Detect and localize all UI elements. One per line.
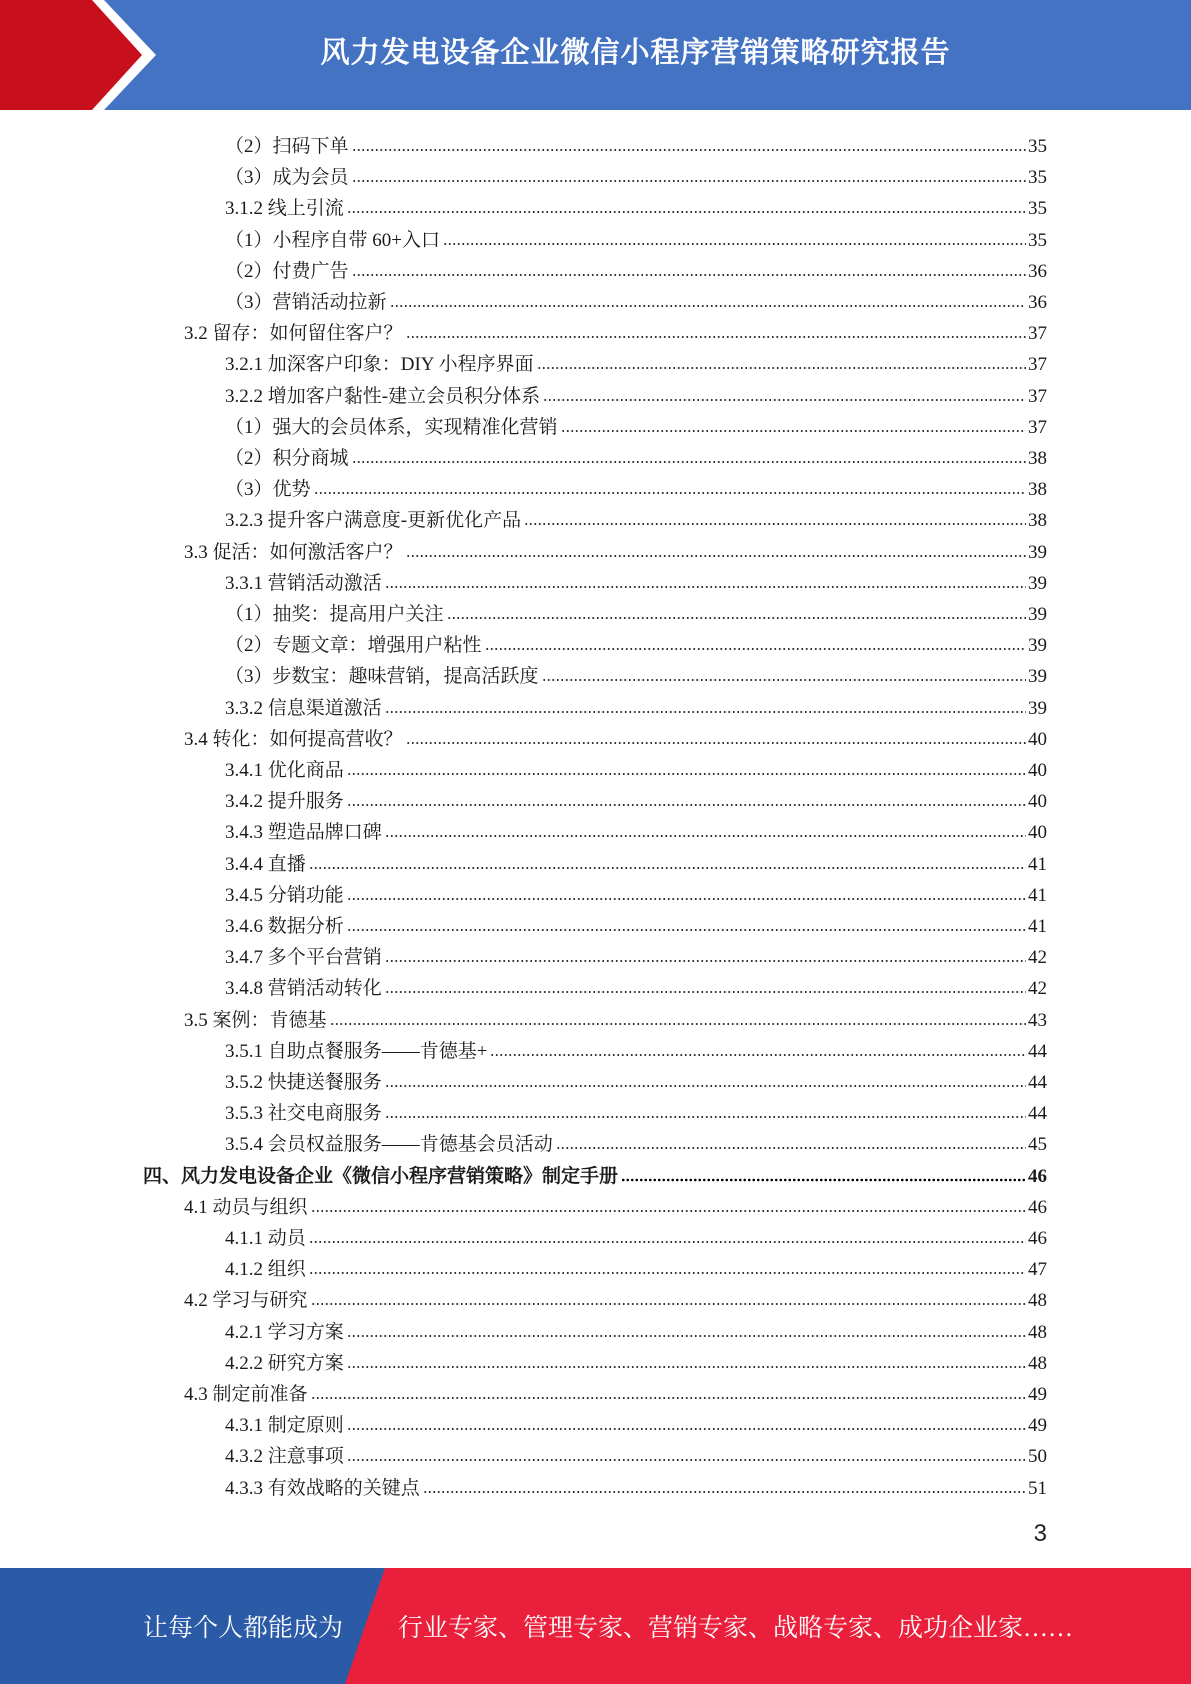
- toc-dot-leader: [347, 1333, 1026, 1339]
- toc-entry-page: 47: [1028, 1259, 1047, 1280]
- toc-entry-page: 48: [1028, 1322, 1047, 1343]
- toc-entry[interactable]: [225, 1125, 1047, 1156]
- toc-entry-page: 42: [1028, 947, 1047, 968]
- toc-entry-title: 3.5.4 会员权益服务——肯德基会员活动: [225, 1134, 553, 1155]
- toc-entry-page: 38: [1028, 479, 1047, 500]
- toc-entry-title: （2）扫码下单: [225, 136, 349, 157]
- toc-entry-title: 3.2.2 增加客户黏性-建立会员积分体系: [225, 386, 541, 407]
- toc-entry[interactable]: [225, 595, 1047, 626]
- toc-entry[interactable]: [225, 127, 1047, 158]
- toc-entry[interactable]: [184, 1188, 1047, 1219]
- toc-entry-title: 3.4 转化：如何提高营收？: [184, 729, 403, 750]
- toc-entry[interactable]: [225, 439, 1047, 470]
- toc-entry-title: 3.5.1 自助点餐服务——肯德基+: [225, 1041, 488, 1062]
- toc-entry[interactable]: [225, 657, 1047, 688]
- toc-entry[interactable]: [225, 626, 1047, 657]
- footer-slogan-left: 让每个人都能成为: [143, 1615, 344, 1642]
- toc-dot-leader: [485, 646, 1026, 652]
- toc-entry[interactable]: [225, 501, 1047, 532]
- toc-entry-title: 3.5.2 快捷送餐服务: [225, 1072, 382, 1093]
- toc-entry[interactable]: [184, 1281, 1047, 1312]
- toc-entry-page: 35: [1028, 136, 1047, 157]
- toc-entry[interactable]: [184, 1375, 1047, 1406]
- toc-entry-page: 41: [1028, 885, 1047, 906]
- toc-entry[interactable]: [225, 189, 1047, 220]
- toc-entry-title: 4.2.2 研究方案: [225, 1353, 344, 1374]
- toc-dot-leader: [385, 1083, 1026, 1089]
- toc-entry-title: 3.4.4 直播: [225, 854, 306, 875]
- toc-entry-page: 39: [1028, 666, 1047, 687]
- toc-entry-title: 4.1 动员与组织: [184, 1197, 308, 1218]
- toc-entry-page: 37: [1028, 354, 1047, 375]
- toc-entry-title: 4.3.1 制定原则: [225, 1415, 344, 1436]
- toc-entry-title: 3.4.3 塑造品牌口碑: [225, 822, 382, 843]
- toc-entry-title: （2）专题文章：增强用户粘性: [225, 635, 482, 656]
- document-title: 风力发电设备企业微信小程序营销策略研究报告: [320, 34, 951, 69]
- toc-entry[interactable]: [225, 845, 1047, 876]
- toc-dot-leader: [390, 303, 1026, 309]
- toc-entry[interactable]: [184, 720, 1047, 751]
- toc-entry-title: 3.4.2 提升服务: [225, 791, 344, 812]
- toc-dot-leader: [447, 615, 1026, 621]
- toc-entry[interactable]: [225, 1344, 1047, 1375]
- toc-entry[interactable]: [225, 470, 1047, 501]
- toc-entry[interactable]: [225, 1063, 1047, 1094]
- toc-entry-title: 3.5.3 社交电商服务: [225, 1103, 382, 1124]
- toc-entry[interactable]: [225, 1032, 1047, 1063]
- toc-dot-leader: [542, 677, 1026, 683]
- toc-entry[interactable]: [225, 876, 1047, 907]
- toc-entry-page: 46: [1028, 1166, 1047, 1187]
- toc-entry-page: 37: [1028, 417, 1047, 438]
- toc-entry[interactable]: [225, 969, 1047, 1000]
- toc-entry[interactable]: [225, 283, 1047, 314]
- toc-dot-leader: [311, 1208, 1026, 1214]
- toc-entry-title: 4.2 学习与研究: [184, 1290, 308, 1311]
- toc-entry-title: 3.4.8 营销活动转化: [225, 978, 382, 999]
- toc-entry[interactable]: [225, 907, 1047, 938]
- toc-entry-page: 40: [1028, 791, 1047, 812]
- toc-entry[interactable]: [225, 813, 1047, 844]
- toc-entry-title: 3.4.1 优化商品: [225, 760, 344, 781]
- toc-entry-page: 42: [1028, 978, 1047, 999]
- toc-entry[interactable]: [225, 751, 1047, 782]
- toc-entry-page: 45: [1028, 1134, 1047, 1155]
- toc-entry-page: 44: [1028, 1041, 1047, 1062]
- toc-entry-title: 3.4.5 分销功能: [225, 885, 344, 906]
- toc-dot-leader: [556, 1145, 1026, 1151]
- toc-entry[interactable]: [184, 533, 1047, 564]
- toc-entry-title: 4.3 制定前准备: [184, 1384, 308, 1405]
- toc-entry-page: 38: [1028, 448, 1047, 469]
- toc-entry-page: 49: [1028, 1384, 1047, 1405]
- toc-entry[interactable]: [225, 408, 1047, 439]
- toc-entry[interactable]: [184, 314, 1047, 345]
- toc-dot-leader: [385, 709, 1026, 715]
- toc-entry-title: 4.1.1 动员: [225, 1228, 306, 1249]
- toc-entry-page: 40: [1028, 760, 1047, 781]
- toc-entry-page: 35: [1028, 198, 1047, 219]
- toc-dot-leader: [385, 584, 1026, 590]
- toc-entry-title: 4.3.3 有效战略的关键点: [225, 1478, 420, 1499]
- toc-entry[interactable]: [225, 377, 1047, 408]
- toc-entry-title: （1）抽奖：提高用户关注: [225, 604, 444, 625]
- toc-dot-leader: [352, 272, 1026, 278]
- toc-entry-page: 44: [1028, 1103, 1047, 1124]
- toc-dot-leader: [406, 740, 1026, 746]
- toc-dot-leader: [314, 490, 1026, 496]
- toc-entry-title: （2）积分商城: [225, 448, 349, 469]
- toc-dot-leader: [347, 1457, 1026, 1463]
- toc-dot-leader: [385, 1114, 1026, 1120]
- toc-dot-leader: [385, 958, 1026, 964]
- toc-entry-title: 3.3 促活：如何激活客户？: [184, 542, 403, 563]
- toc-entry[interactable]: [225, 1313, 1047, 1344]
- toc-dot-leader: [330, 1021, 1026, 1027]
- toc-entry-page: 35: [1028, 167, 1047, 188]
- toc-entry-page: 46: [1028, 1228, 1047, 1249]
- toc-entry-page: 38: [1028, 510, 1047, 531]
- toc-entry-page: 36: [1028, 261, 1047, 282]
- toc-entry-page: 41: [1028, 916, 1047, 937]
- toc-dot-leader: [347, 802, 1026, 808]
- toc-entry-title: 3.3.1 营销活动激活: [225, 573, 382, 594]
- toc-dot-leader: [406, 553, 1026, 559]
- toc-entry[interactable]: [225, 1469, 1047, 1500]
- toc-dot-leader: [561, 428, 1026, 434]
- toc-dot-leader: [423, 1489, 1026, 1495]
- toc-entry-title: 4.3.2 注意事项: [225, 1446, 344, 1467]
- toc-entry[interactable]: [225, 1094, 1047, 1125]
- header-red-arrow-decoration: [0, 0, 150, 110]
- toc-entry[interactable]: [225, 1437, 1047, 1468]
- toc-entry[interactable]: [225, 158, 1047, 189]
- toc-entry[interactable]: [225, 938, 1047, 969]
- toc-dot-leader: [352, 178, 1026, 184]
- toc-dot-leader: [309, 1270, 1026, 1276]
- toc-dot-leader: [347, 1426, 1026, 1432]
- toc-dot-leader: [347, 1364, 1026, 1370]
- toc-entry[interactable]: [143, 1157, 1047, 1188]
- toc-entry-page: 39: [1028, 604, 1047, 625]
- toc-dot-leader: [311, 1395, 1026, 1401]
- toc-entry-title: 3.2.3 提升客户满意度-更新优化产品: [225, 510, 522, 531]
- toc-entry-page: 39: [1028, 542, 1047, 563]
- toc-entry-page: 39: [1028, 635, 1047, 656]
- toc-dot-leader: [347, 927, 1026, 933]
- toc-dot-leader: [621, 1177, 1026, 1183]
- toc-entry-page: 46: [1028, 1197, 1047, 1218]
- toc-entry-page: 48: [1028, 1353, 1047, 1374]
- toc-dot-leader: [311, 1301, 1026, 1307]
- toc-entry-page: 39: [1028, 698, 1047, 719]
- toc-entry-title: （3）优势: [225, 479, 311, 500]
- toc-entry[interactable]: [225, 1406, 1047, 1437]
- toc-entry-title: （3）步数宝：趣味营销，提高活跃度: [225, 666, 539, 687]
- toc-entry-title: 3.2 留存：如何留住客户？: [184, 323, 403, 344]
- toc-dot-leader: [443, 241, 1026, 247]
- toc-entry-title: 3.1.2 线上引流: [225, 198, 344, 219]
- toc-entry-page: 35: [1028, 230, 1047, 251]
- toc-dot-leader: [490, 1052, 1026, 1058]
- footer-slogan-right: 行业专家、管理专家、营销专家、战略专家、成功企业家……: [398, 1615, 1074, 1642]
- toc-entry[interactable]: [225, 689, 1047, 720]
- toc-entry-title: （1）强大的会员体系，实现精准化营销: [225, 417, 558, 438]
- toc-entry-page: 51: [1028, 1478, 1047, 1499]
- toc-entry-page: 44: [1028, 1072, 1047, 1093]
- toc-entry[interactable]: [225, 564, 1047, 595]
- toc-dot-leader: [347, 209, 1026, 215]
- toc-entry-title: （2）付费广告: [225, 261, 349, 282]
- toc-dot-leader: [385, 989, 1026, 995]
- toc-entry[interactable]: [184, 1001, 1047, 1032]
- toc-entry[interactable]: [225, 345, 1047, 376]
- page-number: 3: [1033, 1520, 1047, 1547]
- toc-entry-page: 40: [1028, 729, 1047, 750]
- toc-entry-page: 37: [1028, 323, 1047, 344]
- toc-entry[interactable]: [225, 252, 1047, 283]
- toc-entry-title: （1）小程序自带 60+入口: [225, 230, 440, 251]
- toc-entry-title: 3.2.1 加深客户印象：DIY 小程序界面: [225, 354, 534, 375]
- toc-entry-title: 3.3.2 信息渠道激活: [225, 698, 382, 719]
- toc-entry[interactable]: [225, 221, 1047, 252]
- page-footer: [0, 1568, 1191, 1684]
- toc-entry-title: 四、风力发电设备企业《微信小程序营销策略》制定手册: [143, 1166, 619, 1187]
- toc-entry[interactable]: [225, 1250, 1047, 1281]
- toc-entry-page: 49: [1028, 1415, 1047, 1436]
- toc-entry-title: 4.1.2 组织: [225, 1259, 306, 1280]
- page-header: [0, 0, 1191, 110]
- toc-dot-leader: [406, 334, 1026, 340]
- toc-dot-leader: [347, 771, 1026, 777]
- toc-dot-leader: [309, 1239, 1026, 1245]
- toc-dot-leader: [537, 365, 1026, 371]
- toc-dot-leader: [524, 521, 1026, 527]
- toc-entry-page: 48: [1028, 1290, 1047, 1311]
- toc-entry-title: （3）营销活动拉新: [225, 292, 387, 313]
- toc-dot-leader: [543, 397, 1026, 403]
- toc-entry[interactable]: [225, 1219, 1047, 1250]
- toc-entry-page: 41: [1028, 854, 1047, 875]
- toc-dot-leader: [347, 896, 1026, 902]
- toc-entry-title: 3.5 案例：肯德基: [184, 1010, 327, 1031]
- toc-entry-page: 37: [1028, 386, 1047, 407]
- toc-entry[interactable]: [225, 782, 1047, 813]
- toc-entry-page: 36: [1028, 292, 1047, 313]
- toc-dot-leader: [352, 147, 1026, 153]
- toc-dot-leader: [352, 459, 1026, 465]
- toc-entry-title: （3）成为会员: [225, 167, 349, 188]
- toc-dot-leader: [309, 865, 1026, 871]
- toc-entry-title: 4.2.1 学习方案: [225, 1322, 344, 1343]
- toc-entry-page: 40: [1028, 822, 1047, 843]
- toc-entry-page: 43: [1028, 1010, 1047, 1031]
- toc-entry-page: 39: [1028, 573, 1047, 594]
- toc-dot-leader: [385, 833, 1026, 839]
- toc-entry-page: 50: [1028, 1446, 1047, 1467]
- toc-entry-title: 3.4.7 多个平台营销: [225, 947, 382, 968]
- toc-entry-title: 3.4.6 数据分析: [225, 916, 344, 937]
